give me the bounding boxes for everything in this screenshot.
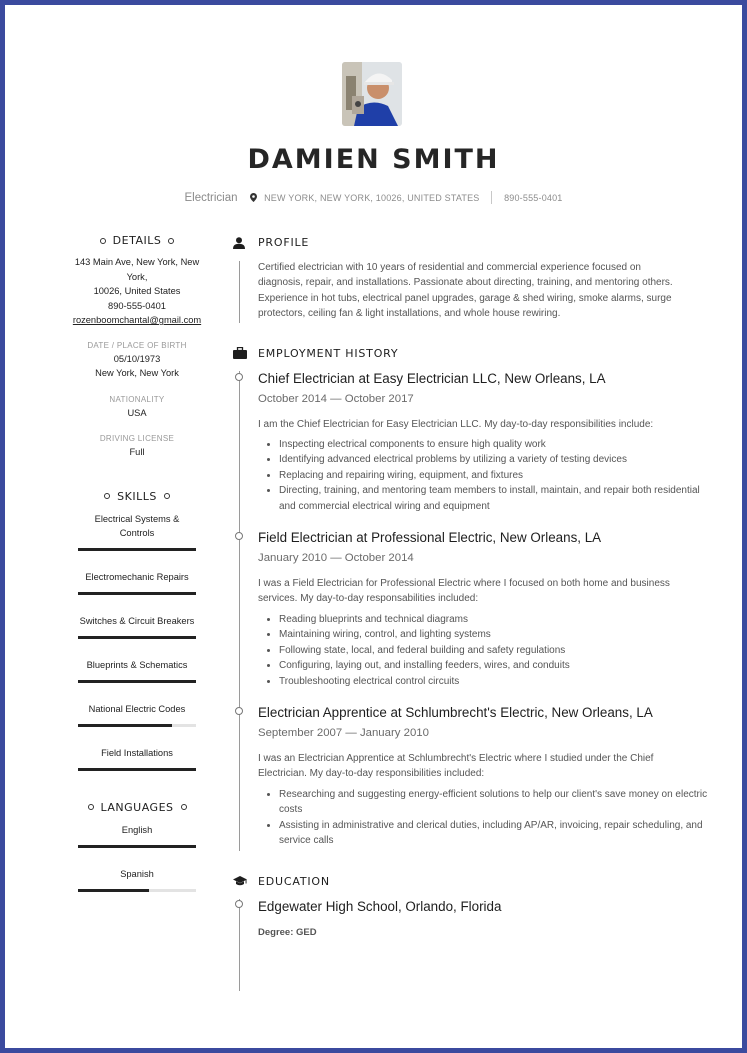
job-dates: October 2014 — October 2017 [258, 393, 414, 405]
skill-bar [78, 724, 196, 727]
skill-bar-fill [78, 592, 196, 595]
job-summary: I was a Field Electrician for Professional Electric where I focused on both home and business services. My day-to-day responsabilities included: [258, 578, 670, 605]
profile-heading: PROFILE [258, 236, 310, 249]
skill-bar [78, 680, 196, 683]
email-link[interactable]: rozenboomchantal@gmail.com [72, 315, 202, 325]
language-bar [78, 889, 196, 892]
bullet-ring-icon [88, 804, 94, 810]
skill-bar [78, 592, 196, 595]
bullet-ring-icon [181, 804, 187, 810]
job-bullet: • Configuring, laying out, and installing feeders, wires, and conduits [279, 658, 709, 673]
electrician-photo-icon [342, 62, 402, 126]
skill-item [78, 658, 196, 683]
nationality-value: USA [127, 407, 147, 418]
education-timeline [239, 899, 240, 991]
license-label: DRIVING LICENSE [99, 434, 175, 443]
skill-item [78, 512, 196, 551]
language-item [78, 823, 196, 848]
header-phone: 890-555-0401 [504, 193, 563, 203]
job-dates: September 2007 — January 2010 [258, 727, 429, 739]
skill-bar [78, 548, 196, 551]
timeline-dot [235, 373, 243, 381]
job-bullet: • Maintaining wiring, control, and lighting systems [279, 627, 709, 642]
skill-item [78, 614, 196, 639]
school-name: Edgewater High School, Orlando, Florida [258, 899, 502, 914]
license-value: Full [129, 447, 145, 457]
person-icon [233, 236, 247, 248]
profile-photo [342, 62, 402, 126]
skill-name: Blueprints & Schematics [86, 659, 188, 670]
skill-bar-fill [78, 680, 196, 683]
dob-value: 05/10/1973 [113, 353, 161, 364]
skills-heading [65, 490, 209, 503]
bullet-ring-icon [100, 238, 106, 244]
timeline-dot [235, 707, 243, 715]
job-title: Chief Electrician at Easy Electrician LLC, New Orleans, LA [258, 371, 606, 386]
timeline-dot [235, 532, 243, 540]
languages-heading-label: LANGUAGES [100, 800, 174, 814]
language-name: English [121, 824, 153, 835]
left-column [65, 234, 209, 892]
job-summary: I was an Electrician Apprentice at Schlumbrecht's Electric where I studied under the Chief Electrician. My day-to-day responsibilities included: [258, 753, 654, 780]
details-heading [65, 234, 209, 247]
language-bar-fill [78, 889, 149, 892]
job-title: Electrician [184, 192, 238, 204]
bullet-ring-icon [104, 493, 110, 499]
dob-label: DATE / PLACE OF BIRTH [87, 340, 187, 350]
candidate-name: DAMIEN SMITH [247, 144, 500, 175]
location-pin-icon [250, 193, 257, 205]
timeline-dot [235, 900, 243, 908]
job-bullet: • Researching and suggesting energy-efficient solutions to help our client's save money on electric costs [279, 787, 709, 818]
skill-name: Electrical Systems & Controls [94, 513, 180, 538]
skill-bar [78, 768, 196, 771]
skill-bar [78, 636, 196, 639]
skill-item [78, 746, 196, 771]
employment-heading: EMPLOYMENT HISTORY [258, 347, 399, 360]
job-bullet: • Assisting in administrative and clerical duties, including AP/AR, invoicing, repair scheduling, and service calls [279, 818, 709, 849]
language-bar-fill [78, 845, 196, 848]
bullet-ring-icon [168, 238, 174, 244]
degree: Degree: GED [258, 927, 317, 938]
job-title: Electrician Apprentice at Schlumbrecht's Electric, New Orleans, LA [258, 705, 653, 720]
header-divider [491, 191, 492, 204]
details-heading-label: DETAILS [112, 234, 162, 247]
profile-text: Certified electrician with 10 years of residential and commercial experience focused on diagnosis, repair, and installations. Passionate about directing, training, and mentoring others. Experience in hot tubs, electrical panel upgrades, garage & shed wiring, smoke alarms, surge protectors, ceiling fan & light installations, and whole house rewiring. [258, 262, 673, 319]
job-bullet: • Directing, training, and mentoring team members to install, maintain, and repair both residential and commercial electrical wiring and equipment [279, 483, 709, 514]
job-bullet: • Replacing and repairing wiring, equipment, and fixtures [279, 468, 709, 483]
employment-timeline [239, 371, 240, 851]
job-dates: January 2010 — October 2014 [258, 552, 414, 564]
skill-name: Switches & Circuit Breakers [79, 615, 195, 626]
skill-item [78, 570, 196, 595]
job-bullet: • Troubleshooting electrical control circuits [279, 674, 709, 689]
skill-bar-fill [78, 548, 196, 551]
skill-bar-fill [78, 768, 196, 771]
language-item [78, 867, 196, 892]
profile-timeline [239, 261, 240, 323]
job-bullet: • Following state, local, and federal building and safety regulations [279, 643, 709, 658]
address-line-2: 10026, United States [93, 286, 181, 296]
details-phone: 890-555-0401 [108, 300, 166, 311]
job-bullet: • Inspecting electrical components to ensure high quality work [279, 437, 709, 452]
address-line-1: 143 Main Ave, New York, New York, [74, 257, 200, 282]
language-bar [78, 845, 196, 848]
skills-list [65, 512, 209, 771]
birth-place: New York, New York [95, 368, 179, 378]
languages-heading [65, 801, 209, 814]
job-title: Field Electrician at Professional Electric, New Orleans, LA [258, 530, 602, 545]
skill-item [78, 702, 196, 727]
bullet-ring-icon [164, 493, 170, 499]
job-bullets [258, 787, 709, 849]
skill-name: Field Installations [101, 747, 173, 758]
job-bullet: • Identifying advanced electrical problems by utilizing a variety of testing devices [279, 452, 709, 467]
skill-name: National Electric Codes [88, 703, 186, 714]
skill-bar-fill [78, 636, 196, 639]
skills-heading-label: SKILLS [117, 489, 157, 503]
header-location: NEW YORK, NEW YORK, 10026, UNITED STATES [264, 193, 480, 203]
job-bullet: • Reading blueprints and technical diagrams [279, 612, 709, 627]
resume-page [5, 5, 742, 1048]
skill-bar-fill [78, 724, 172, 727]
graduation-cap-icon [233, 874, 247, 886]
header-subline [5, 191, 742, 205]
job-bullets [258, 612, 709, 689]
education-heading: EDUCATION [258, 875, 330, 888]
nationality-label: NATIONALITY [109, 394, 165, 404]
job-summary: I am the Chief Electrician for Easy Electrician LLC. My day-to-day responsibilities include: [258, 419, 654, 430]
language-name: Spanish [120, 868, 154, 879]
briefcase-icon [233, 346, 247, 358]
skill-name: Electromechanic Repairs [85, 571, 189, 582]
job-bullets [258, 437, 709, 514]
